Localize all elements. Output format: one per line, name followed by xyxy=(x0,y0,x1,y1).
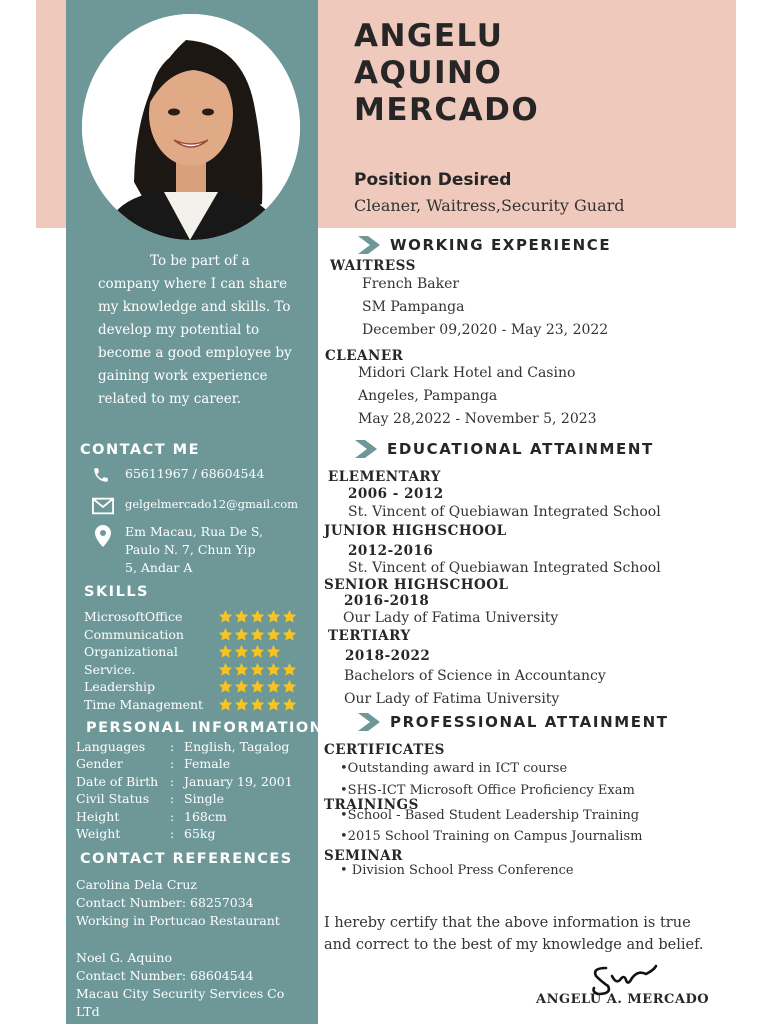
edu-years: 2018-2022 xyxy=(345,648,431,664)
reference-contact: Contact Number: 68604544 xyxy=(76,967,254,983)
personal-info-row xyxy=(76,826,293,843)
edu-level: TERTIARY xyxy=(328,628,411,644)
star-icon xyxy=(282,627,297,642)
skill-rating xyxy=(218,609,297,624)
star-icon xyxy=(234,679,249,694)
skill-row xyxy=(84,608,297,626)
star-icon xyxy=(282,679,297,694)
position-label: Position Desired xyxy=(354,170,512,190)
seminar-title: SEMINAR xyxy=(324,848,403,864)
star-icon xyxy=(218,679,233,694)
skill-name: MicrosoftOffice xyxy=(84,609,183,625)
star-icon xyxy=(250,609,265,624)
education-heading xyxy=(355,440,654,458)
phone-icon xyxy=(92,466,110,484)
contact-heading: CONTACT ME xyxy=(80,442,201,458)
work-heading-text: WORKING EXPERIENCE xyxy=(390,236,612,254)
chevron-right-icon xyxy=(358,713,380,731)
star-icon xyxy=(282,697,297,712)
edu-level: JUNIOR HIGHSCHOOL xyxy=(324,523,507,539)
star-icon xyxy=(234,644,249,659)
skills-heading: SKILLS xyxy=(84,584,149,600)
skill-rating xyxy=(218,679,297,694)
name-line-3: MERCADO xyxy=(354,92,540,128)
star-icon xyxy=(234,609,249,624)
edu-school: St. Vincent of Quebiawan Integrated School xyxy=(348,560,661,576)
contact-email: gelgelmercado12@gmail.com xyxy=(125,497,299,511)
address-line: Em Macau, Rua De S, xyxy=(125,524,264,539)
personal-info-value: January 19, 2001 xyxy=(184,773,293,789)
personal-info-label: Weight xyxy=(76,825,121,841)
address-line: 5, Andar A xyxy=(125,560,193,575)
job-dates: May 28,2022 - November 5, 2023 xyxy=(358,411,597,427)
star-icon xyxy=(250,644,265,659)
personal-info-label: Civil Status xyxy=(76,791,150,807)
edu-school: St. Vincent of Quebiawan Integrated School xyxy=(348,504,661,520)
contact-phone: 65611967 / 68604544 xyxy=(125,466,265,481)
certification-line: I hereby certify that the above information is true xyxy=(324,915,691,931)
job-title: WAITRESS xyxy=(330,258,416,274)
job-location: SM Pampanga xyxy=(362,299,465,315)
reference-name: Noel G. Aquino xyxy=(76,949,172,965)
skill-row xyxy=(84,696,297,714)
personal-info-value: English, Tagalog xyxy=(184,739,290,754)
contact-address xyxy=(125,523,263,577)
professional-heading xyxy=(358,713,669,731)
reference-workplace: Macau City Security Services Co xyxy=(76,986,285,1002)
trainings-title: TRAININGS xyxy=(324,797,419,813)
personal-info-value: Female xyxy=(184,756,231,772)
star-icon xyxy=(250,627,265,642)
job-employer: Midori Clark Hotel and Casino xyxy=(358,365,576,381)
certificate-item: •Outstanding award in ICT course xyxy=(340,761,568,776)
personal-info-heading: PERSONAL INFORMATION xyxy=(86,720,324,736)
job-dates: December 09,2020 - May 23, 2022 xyxy=(362,322,609,338)
job-title: CLEANER xyxy=(325,348,404,364)
personal-info-colon: : xyxy=(170,808,175,824)
reference-workplace: Working in Portucao Restaurant xyxy=(76,913,280,929)
star-icon xyxy=(250,662,265,677)
edu-level: SENIOR HIGHSCHOOL xyxy=(324,577,509,593)
objective-text: To be part of a company where I can share my knowledge and skills. To develop my potential to become a good employee by gaining work experience related to my career. xyxy=(98,253,292,407)
star-icon xyxy=(234,662,249,677)
edu-level: ELEMENTARY xyxy=(328,469,441,485)
star-icon xyxy=(266,627,281,642)
skills-list xyxy=(84,608,297,713)
name-line-2: AQUINO xyxy=(354,55,503,91)
job-location: Angeles, Pampanga xyxy=(358,388,498,404)
star-icon xyxy=(218,697,233,712)
personal-info-list xyxy=(76,739,293,843)
star-icon xyxy=(250,679,265,694)
personal-info-value: Single xyxy=(184,791,225,807)
skill-name: Service. xyxy=(84,661,136,677)
personal-info-label: Gender xyxy=(76,756,123,772)
training-item: •2015 School Training on Campus Journalism xyxy=(340,829,643,844)
skill-rating xyxy=(218,662,297,677)
star-icon xyxy=(266,697,281,712)
personal-info-row xyxy=(76,809,293,826)
skill-row xyxy=(84,626,297,644)
professional-heading-text: PROFESSIONAL ATTAINMENT xyxy=(390,713,669,731)
portrait-image xyxy=(82,14,300,240)
certificates-title: CERTIFICATES xyxy=(324,742,445,758)
certificate-item: •SHS-ICT Microsoft Office Proficiency Exam xyxy=(340,783,635,798)
star-icon xyxy=(234,627,249,642)
certification-statement xyxy=(324,912,704,956)
edu-years: 2012-2016 xyxy=(348,543,434,559)
skill-rating xyxy=(218,697,297,712)
reference-workplace: LTd xyxy=(76,1004,100,1020)
edu-years: 2016-2018 xyxy=(344,593,430,609)
seminar-item: • Division School Press Conference xyxy=(340,863,574,878)
job-employer: French Baker xyxy=(362,276,460,292)
star-icon xyxy=(266,644,281,659)
references-list xyxy=(76,876,284,1021)
mail-icon xyxy=(92,497,114,515)
edu-years: 2006 - 2012 xyxy=(348,486,444,502)
personal-info-row xyxy=(76,791,293,808)
star-icon xyxy=(250,697,265,712)
chevron-right-icon xyxy=(358,236,380,254)
personal-info-label: Languages xyxy=(76,739,146,754)
personal-info-colon: : xyxy=(170,773,175,789)
personal-info-value: 65kg xyxy=(184,825,216,841)
skill-row xyxy=(84,661,297,679)
star-icon xyxy=(234,697,249,712)
skill-name: Leadership xyxy=(84,679,155,695)
edu-school: Our Lady of Fatima University xyxy=(343,610,559,626)
star-icon xyxy=(218,609,233,624)
personal-info-row xyxy=(76,756,293,773)
position-value: Cleaner, Waitress,Security Guard xyxy=(354,196,625,215)
reference-contact: Contact Number: 68257034 xyxy=(76,895,254,911)
work-heading xyxy=(358,236,611,254)
skill-rating xyxy=(218,627,297,642)
star-icon xyxy=(282,609,297,624)
personal-info-row xyxy=(76,774,293,791)
personal-info-label: Date of Birth xyxy=(76,773,159,789)
skill-rating xyxy=(218,644,281,659)
star-icon xyxy=(218,662,233,677)
applicant-name xyxy=(354,18,539,129)
star-icon xyxy=(282,662,297,677)
location-pin-icon xyxy=(94,525,112,547)
personal-info-value: 168cm xyxy=(184,808,227,824)
personal-info-colon: : xyxy=(170,825,175,841)
skill-row xyxy=(84,643,297,661)
education-heading-text: EDUCATIONAL ATTAINMENT xyxy=(387,440,654,458)
personal-info-colon: : xyxy=(170,791,175,807)
star-icon xyxy=(266,609,281,624)
personal-info-colon: : xyxy=(170,756,175,772)
training-item: •School - Based Student Leadership Training xyxy=(340,808,640,823)
name-line-1: ANGELU xyxy=(354,18,504,54)
star-icon xyxy=(218,644,233,659)
address-line: Paulo N. 7, Chun Yip xyxy=(125,542,256,557)
star-icon xyxy=(266,679,281,694)
edu-degree: Bachelors of Science in Accountancy xyxy=(344,668,606,684)
skill-name: Organizational xyxy=(84,644,178,660)
edu-school: Our Lady of Fatima University xyxy=(344,691,560,707)
reference-name: Carolina Dela Cruz xyxy=(76,877,198,892)
personal-info-colon: : xyxy=(170,739,175,754)
personal-info-row xyxy=(76,739,293,756)
references-heading: CONTACT REFERENCES xyxy=(80,851,293,867)
chevron-right-icon xyxy=(355,440,377,458)
skill-row xyxy=(84,678,297,696)
skill-name: Time Management xyxy=(84,696,204,712)
star-icon xyxy=(218,627,233,642)
personal-info-label: Height xyxy=(76,808,120,824)
profile-photo xyxy=(82,14,300,240)
signature-name: ANGELU A. MERCADO xyxy=(536,992,710,1007)
skill-name: Communication xyxy=(84,626,184,642)
star-icon xyxy=(266,662,281,677)
certification-line: and correct to the best of my knowledge and belief. xyxy=(324,937,704,953)
